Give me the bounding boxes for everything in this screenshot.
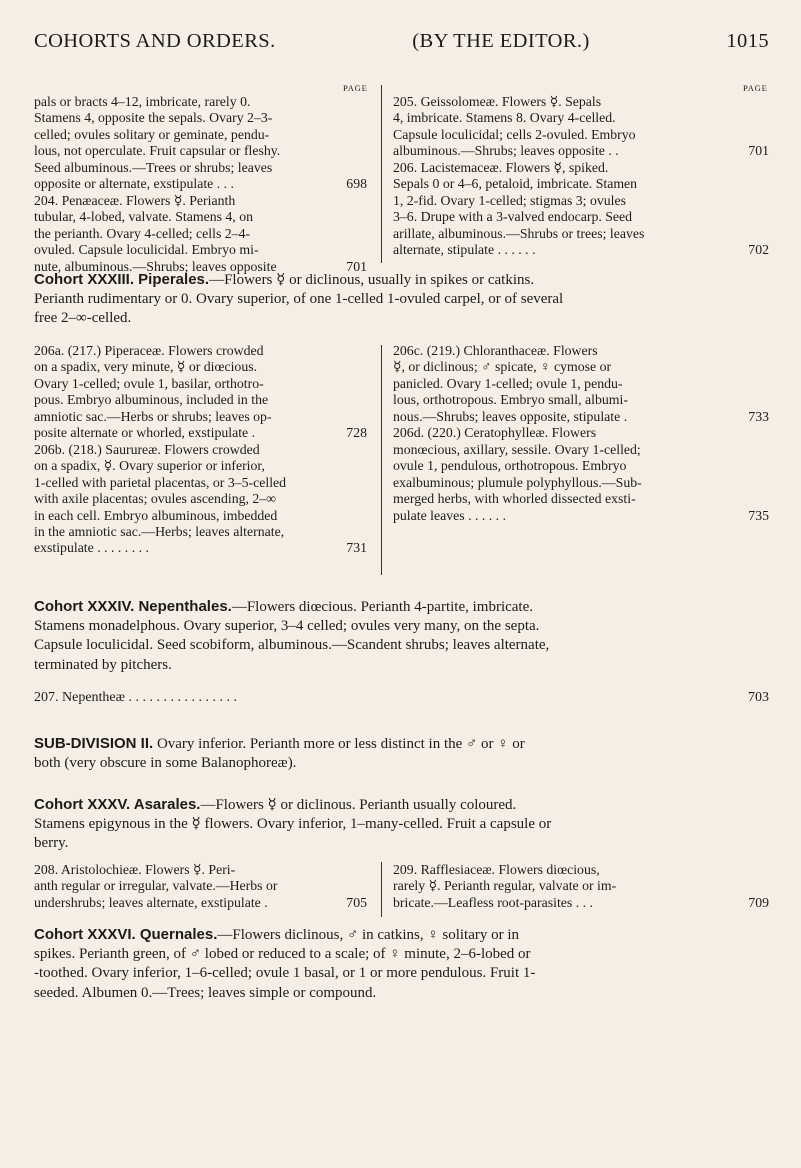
leader-line: alternate, stipulate . . . . . . 702 [393,242,769,258]
entry-line: 1-celled with parietal placentas, or 3–5-celled [34,474,287,490]
entry-line: arillate, albuminous.—Shrubs or trees; leaves [393,225,645,241]
entry-line: 1, 2-fid. Ovary 1-celled; stigmas 3; ovules [393,192,626,208]
page-number: 1015 [726,30,769,52]
text-line: celled; ovules solitary or geminate, pendu- [34,126,270,142]
cohort-line: Cohort XXXIII. Piperales.—Flowers ☿ or diclinous, usually in spikes or catkins. [34,271,535,288]
cohort-xxxv [34,795,769,854]
entry-line: ovuled. Capsule loculicidal. Embryo mi- [34,242,259,258]
cohort-xxxiii [34,270,769,329]
entry-line: lous, orthotropous. Embryo small, albumi- [393,392,628,408]
cohort-line: free 2–∞-celled. [34,310,132,327]
cohort-heading: Cohort XXXVI. Quernales. [34,926,218,943]
entry-line: 206. Lacistemaceæ. Flowers ☿, spiked. [393,159,609,175]
leader-line: bricate.—Leafless root-parasites . . . 709 [393,894,769,910]
entry-line: ☿, or diclinous; ♂ spicate, ♀ cymose or [393,359,612,375]
entry-line: Sepals 0 or 4–6, petaloid, imbricate. Stamen [393,176,638,192]
entry-line: rarely ☿. Perianth regular, valvate or im- [393,878,617,894]
cohort-line: Cohort XXXV. Asarales.—Flowers ☿ or diclinous. Perianth usually coloured. [34,796,517,813]
cohort-xxxiv [34,597,769,675]
page-ref: 701 [748,143,769,159]
cohort-line: Cohort XXXVI. Quernales.—Flowers diclinous, ♂ in catkins, ♀ solitary or in [34,926,520,943]
entry-line: the perianth. Ovary 4-celled; cells 2–4- [34,225,251,241]
entry-line: 206d. (220.) Ceratophylleæ. Flowers [393,425,597,441]
leader-line: albuminous.—Shrubs; leaves opposite . . 701 [393,143,769,159]
subdivision-line: both (very obscure in some Balanophoreæ). [34,755,297,772]
leader-line: undershrubs; leaves alternate, exstipulate . 705 [34,894,367,910]
entry-line: Capsule loculicidal; cells 2-ovuled. Embryo [393,126,636,142]
entry-line: merged herbs, with whorled dissected exsti- [393,491,636,507]
page-ref: 733 [748,408,769,424]
entry-line: tubular, 4-lobed, valvate. Stamens 4, on [34,209,253,225]
column-divider [381,85,382,263]
page-ref: 709 [748,894,769,910]
running-header [34,30,769,53]
leader-line: nous.—Shrubs; leaves opposite, stipulate . 733 [393,408,769,424]
column-divider [381,345,382,575]
page-ref: 731 [346,540,367,556]
entry-line: on a spadix, very minute, ☿ or diœcious. [34,359,258,375]
entry-line: pous. Embryo albuminous, included in the [34,392,269,408]
page-column-label: PAGE [743,83,768,93]
entry-line: amniotic sac.—Herbs or shrubs; leaves op- [34,408,272,424]
text-line: pals or bracts 4–12, imbricate, rarely 0. [34,94,251,109]
top-left-column [34,94,367,275]
column-divider [381,862,382,917]
page-ref: 703 [748,690,769,705]
cohort-heading: SUB-DIVISION II. [34,735,154,752]
cohort-line: Stamens monadelphous. Ovary superior, 3–4 celled; ovules very many, on the septa. [34,618,540,635]
page-ref: 702 [748,242,769,258]
entry-line: panicled. Ovary 1-celled; ovule 1, pendu- [393,375,623,391]
text-line: Stamens 4, opposite the sepals. Ovary 2–3- [34,110,273,126]
page-ref: 701 [346,258,367,274]
entry-line: Ovary 1-celled; ovule 1, basilar, orthotro- [34,375,264,391]
cohort-xxxvi [34,925,769,1003]
top-right-column [393,94,769,259]
page-ref: 705 [346,894,367,910]
entry-line: 208. Aristolochieæ. Flowers ☿. Peri- [34,862,236,877]
entry-line: ovule 1, pendulous, orthotropous. Embryo [393,458,627,474]
bottom-right-column [393,862,769,911]
leader-line: pulate leaves . . . . . . 735 [393,507,769,523]
entry-line: anth regular or irregular, valvate.—Herbs or [34,878,278,894]
entry-line: with axile placentas; ovules ascending, 2–∞ [34,491,277,507]
entry-line: on a spadix, ☿. Ovary superior or inferior, [34,458,265,474]
cohort-line: terminated by pitchers. [34,656,172,673]
mid-right-column [393,343,769,524]
cohort-heading: Cohort XXXIII. Piperales. [34,271,210,288]
entry-line: in each cell. Embryo albuminous, imbedded [34,507,278,523]
entry-line: 204. Penæaceæ. Flowers ☿. Perianth [34,192,236,208]
entry-line: 206a. (217.) Piperaceæ. Flowers crowded [34,343,264,358]
page-ref: 698 [346,176,367,192]
cohort-heading: Cohort XXXIV. Nepenthales. [34,598,232,615]
entry-line: 4, imbricate. Stamens 8. Ovary 4-celled. [393,110,616,126]
mid-left-column [34,343,367,557]
cohort-line: Stamens epigynous in the ☿ flowers. Ovary inferior, 1–many-celled. Fruit a capsule or [34,816,552,833]
entry-line: 206c. (219.) Chloranthaceæ. Flowers [393,343,598,358]
page-ref: 735 [748,507,769,523]
leader-line: exstipulate . . . . . . . . 731 [34,540,367,556]
cohort-line: seeded. Albumen 0.—Trees; leaves simple or compound. [34,984,377,1001]
page-ref: 728 [346,425,367,441]
cohort-line: Perianth rudimentary or 0. Ovary superior, of one 1-celled 1-ovuled carpel, or of several [34,291,564,308]
cohort-line: Capsule loculicidal. Seed scobiform, albuminous.—Scandent shrubs; leaves alternate, [34,637,550,654]
header-left: COHORTS AND ORDERS. [34,30,276,52]
text-line: Seed albuminous.—Trees or shrubs; leaves [34,159,273,175]
entry-line: in the amniotic sac.—Herbs; leaves alternate, [34,523,285,539]
subdivision-ii [34,734,769,773]
cohort-line: berry. [34,835,69,852]
bottom-left-column [34,862,367,911]
leader-line: nute, albuminous.—Shrubs; leaves opposite 701 [34,258,367,274]
entry-line: 3–6. Drupe with a 3-valved endocarp. Seed [393,209,633,225]
cohort-line: -toothed. Ovary inferior, 1–6-celled; ovule 1 basal, or 1 or more pendulous. Fruit 1- [34,965,536,982]
cohort-heading: Cohort XXXV. Asarales. [34,796,201,813]
cohort-line: spikes. Perianth green, of ♂ lobed or reduced to a scale; of ♀ minute, 2–6-lobed or [34,946,531,963]
leader-line: opposite or alternate, exstipulate . . . 698 [34,176,367,192]
entry-line: 209. Rafflesiaceæ. Flowers diœcious, [393,862,600,877]
cohort-line: Cohort XXXIV. Nepenthales.—Flowers diœcious. Perianth 4-partite, imbricate. [34,598,534,615]
subdivision-line: SUB-DIVISION II. Ovary inferior. Perianth more or less distinct in the ♂ or ♀ or [34,735,525,752]
entry-line: exalbuminous; plumule polyphyllous.—Sub- [393,474,642,490]
entry-line: 205. Geissolomeæ. Flowers ☿. Sepals [393,94,602,109]
entry-line: monœcious, axillary, sessile. Ovary 1-celled; [393,441,641,457]
entry-line: 206b. (218.) Saurureæ. Flowers crowded [34,441,260,457]
leader-line: posite alternate or whorled, exstipulate . 728 [34,425,367,441]
text-line: lous, not operculate. Fruit capsular or fleshy. [34,143,281,159]
page-column-label: PAGE [343,83,368,93]
header-center: (BY THE EDITOR.) [412,30,590,52]
entry-207: 207. Nepentheæ . . . . . . . . . . . . . . . . 703 [34,690,769,705]
